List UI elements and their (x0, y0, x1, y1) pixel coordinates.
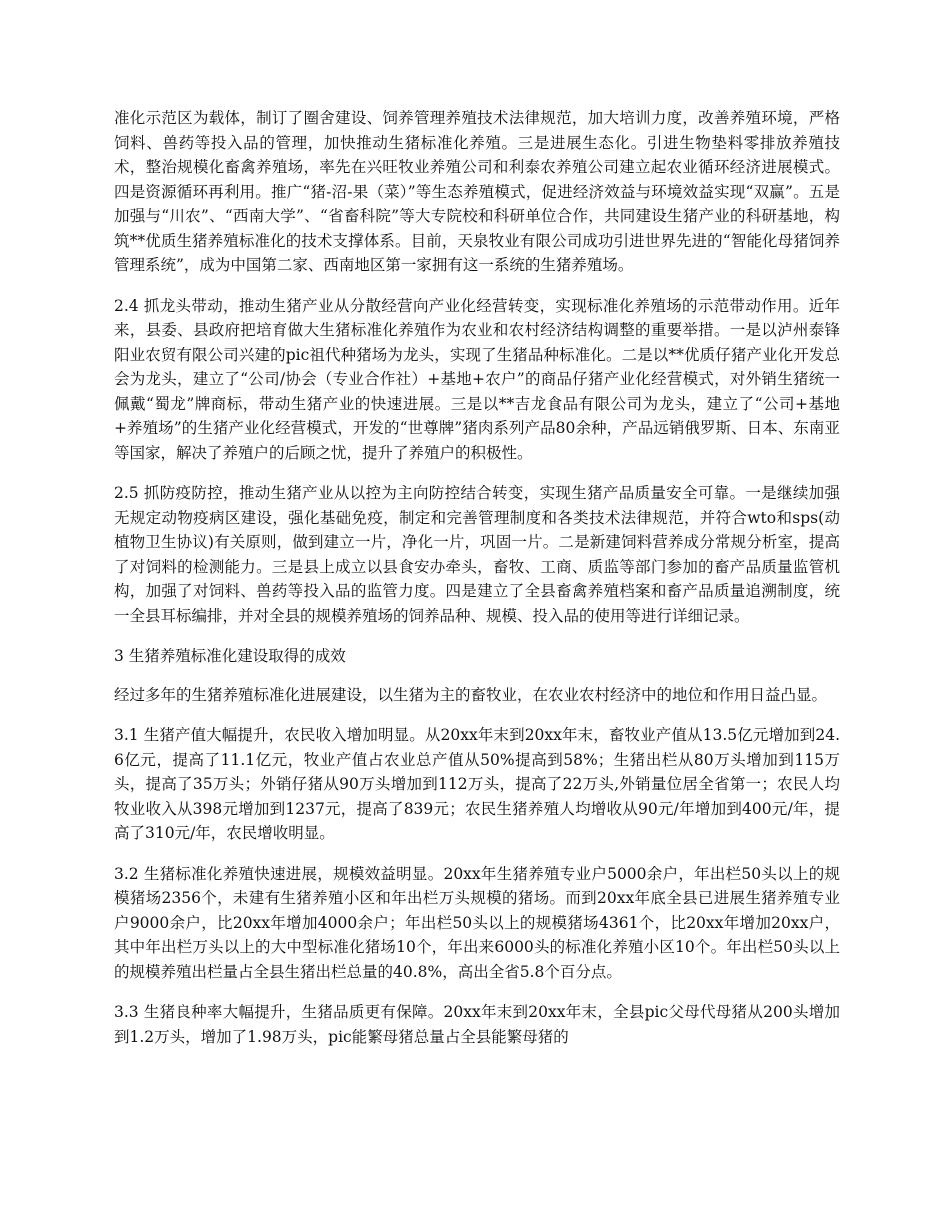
paragraph-section-3-intro: 经过多年的生猪养殖标准化进展建设，以生猪为主的畜牧业，在农业农村经济中的地位和作用日益凸显。 (114, 685, 828, 704)
section-heading-3: 3 生猪养殖标准化建设取得的成效 (114, 647, 346, 665)
paragraph-3-1-output-value: 3.1 生猪产值大幅提升，农民收入增加明显。从20xx年末到20xx年末，畜牧业产值从13.5亿元增加到24.6亿元，提高了11.1亿元，牧业产值占农业总产值从50%提高到58%；生猪出栏从80万头增加到115万头，提高了35万头；外销仔猪从90万头增加到112万头，提高了22万头,外销量位居全省第一；农民人均牧业收入从398元增加到1237元，提高了839元；农民生猪养殖人均增收从90元/年增加到400元/年，提高了310元/年，农民增收明显。 (114, 726, 840, 842)
document-page (114, 106, 840, 1065)
paragraph-standardization-continued: 准化示范区为载体，制订了圈舍建设、饲养管理养殖技术法律规范，加大培训力度，改善养殖环境，严格饲料、兽药等投入品的管理，加快推动生猪标准化养殖。三是进展生态化。引进生物垫料零排放养殖技术，整治规模化畜禽养殖场，率先在兴旺牧业养殖公司和利泰农养殖公司建立起农业循环经济进展模式。四是资源循环再利用。推广“猪-沼-果（菜）”等生态养殖模式，促进经济效益与环境效益实现“双赢”。五是加强与“川农”、“西南大学”、“省畜科院”等大专院校和科研单位合作，共同建设生猪产业的科研基地，构筑**优质生猪养殖标准化的技术支撑体系。目前，天泉牧业有限公司成功引进世界先进的“智能化母猪饲养管理系统”，成为中国第二家、西南地区第一家拥有这一系统的生猪养殖场。 (114, 109, 840, 274)
paragraph-3-3-breed-quality: 3.3 生猪良种率大幅提升，生猪品质更有保障。20xx年末到20xx年末，全县pic父母代母猪从200头增加到1.2万头，增加了1.98万头，pic能繁母猪总量占全县能繁母猪的 (114, 1003, 840, 1046)
paragraph-2-5-epidemic-prevention: 2.5 抓防疫防控，推动生猪产业从以控为主向防控结合转变，实现生猪产品质量安全可靠。一是继续加强无规定动物疫病区建设，强化基础免疫，制定和完善管理制度和各类技术法律规范，并符合wto和sps(动植物卫生协议)有关原则，做到建立一片，净化一片，巩固一片。二是新建饲料营养成分常规分析室，提高了对饲料的检测能力。三是县上成立以县食安办牵头，畜牧、工商、质监等部门参加的畜产品质量监管机构，加强了对饲料、兽药等投入品的监管力度。四是建立了全县畜禽养殖档案和畜产品质量追溯制度，统一全县耳标编排，并对全县的规模养殖场的饲养品种、规模、投入品的使用等进行详细记录。 (114, 484, 840, 625)
paragraph-3-2-scale-farming: 3.2 生猪标准化养殖快速进展，规模效益明显。20xx年生猪养殖专业户5000余户，年出栏50头以上的规模猪场2356个，未建有生猪养殖小区和年出栏万头规模的猪场。而到20xx年底全县已进展生猪养殖专业户9000余户，比20xx年增加4000余户；年出栏50头以上的规模猪场4361个，比20xx年增加20xx户，其中年出栏万头以上的大中型标准化猪场10个，年出来6000头的标准化养殖小区10个。年出栏50头以上的规模养殖出栏量占全县生猪出栏总量的40.8%，高出全省5.8个百分点。 (114, 864, 840, 981)
paragraph-2-4-leading-enterprises: 2.4 抓龙头带动，推动生猪产业从分散经营向产业化经营转变，实现标准化养殖场的示范带动作用。近年来，县委、县政府把培育做大生猪标准化养殖作为农业和农村经济结构调整的重要举措。一是以泸州泰锋阳业农贸有限公司兴建的pic祖代种猪场为龙头，实现了生猪品种标准化。二是以**优质仔猪产业化开发总会为龙头，建立了“公司/协会（专业合作社）+基地+农户”的商品仔猪产业化经营模式，对外销生猪统一佩戴“蜀龙”牌商标，带动生猪产业的快速进展。三是以**吉龙食品有限公司为龙头，建立了“公司+基地+养殖场”的生猪产业化经营模式，开发的“世尊牌”猪肉系列产品80余种，产品远销俄罗斯、日本、东南亚等国家，解决了养殖户的后顾之忧，提升了养殖户的积极性。 (114, 296, 840, 462)
